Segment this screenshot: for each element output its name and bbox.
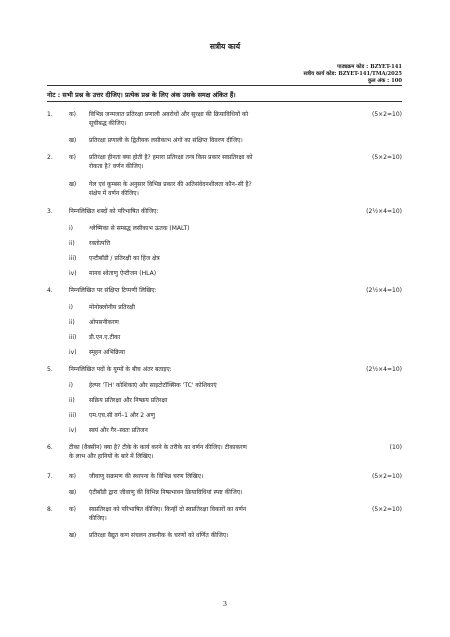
text-line: रोकता है? वर्णन कीजिए। xyxy=(89,163,144,170)
marks: (2½×4=10) xyxy=(366,287,402,294)
text-line: कीजिए। xyxy=(89,515,107,522)
text-line: टीका (वैक्सीन) क्या है? टीके के कार्य करने के तरीके का वर्णन कीजिए। टीकाकरण xyxy=(69,444,247,451)
item-label: ii) xyxy=(69,319,75,326)
question-text xyxy=(69,443,354,461)
part-label: क) xyxy=(69,111,76,118)
text-line: गेल एवं कूम्बस के अनुसार विभिन्न प्रकार की अतिसंवेदनशीलता कौन–सी है? xyxy=(89,181,252,188)
question-text: प्रतिरक्षा वैद्युत कण संचलन तकनीक के चरणों को वर्णित कीजिए। xyxy=(89,532,229,539)
assignment-title: सत्रीय कार्य xyxy=(209,42,241,51)
question-text: एंटीबॉडी द्वारा जीवाणु की विभिन्न निष्प्रभावन क्रियाविधियां स्पष्ट कीजिए। xyxy=(89,489,243,496)
marks: (2½×4=10) xyxy=(366,366,402,373)
item-text: श्लेष्मिका से सम्बद्ध लसीकाभ ऊतक (MALT) xyxy=(89,225,190,232)
page-number: 3 xyxy=(222,600,228,608)
marks: (5×2=10) xyxy=(371,154,402,161)
item-text: रक्तोत्पत्ति xyxy=(89,240,111,247)
course-code-value: BZYET-141 xyxy=(370,64,402,70)
question-number: 2. xyxy=(47,154,53,161)
part-label: क) xyxy=(69,154,76,161)
question-text: प्रतिरक्षा प्रणाली के द्वितीयक लसीकाभ अंगों का संक्षिप्त विवरण दीजिए। xyxy=(89,137,243,144)
part-label: ख) xyxy=(69,137,77,144)
top-rule xyxy=(47,85,402,86)
part-label: क) xyxy=(69,473,76,480)
item-text: सक्रिय प्रतिरक्षा और निष्क्रय प्रतिरक्षा xyxy=(89,397,168,404)
note-rule xyxy=(47,101,402,102)
question-number: 6. xyxy=(47,444,53,451)
item-text: हेल्पर 'TH' कोशिकाएं और साइटोटॉक्सिक 'TC' कोशिकाएं xyxy=(89,382,217,389)
question-stem: निम्नलिखित शब्दों को परिभाषित कीजिए: xyxy=(69,208,159,215)
text-line: स्वप्रतिरक्षा को परिभाषित कीजिए। किन्हीं दो स्वप्रतिरक्षा विकारों का वर्णन xyxy=(89,506,247,513)
assignment-code-value: BZYET-141/TMA/2025 xyxy=(338,71,402,77)
question-stem: निम्नलिखित पर संक्षिप्त टिप्पणी लिखिए: xyxy=(69,287,157,294)
part-label: क) xyxy=(69,506,76,513)
course-code-label: पाठ्यक्रम कोड : xyxy=(337,64,369,70)
text-line: संक्षेप में वर्णन कीजिए। xyxy=(89,190,139,197)
text-line: के लाभ और हानियों के बारे में लिखिए। xyxy=(69,453,154,460)
total-marks-label: कुल अंक : xyxy=(368,78,390,84)
item-label: iii) xyxy=(69,255,77,262)
question-text xyxy=(89,153,339,171)
item-label: ii) xyxy=(69,240,75,247)
item-text: एन्टीबॉडी / प्रतिरक्षी का हिंज क्षेत्र xyxy=(89,255,160,262)
item-label: iii) xyxy=(69,412,77,419)
text-line: विभिन्न जन्मजात प्रतिरक्षा प्रणाली अवरोधों और सुरक्षा की क्रियाविधियों को xyxy=(89,111,249,118)
marks: (5×2=10) xyxy=(371,506,402,513)
text-line: प्रतिरक्षा हीनता क्या होती है? हमारा प्रतिरक्षा तन्त्र किस प्रकार स्वप्रतिरक्षा को xyxy=(89,154,253,161)
question-number: 8. xyxy=(47,506,53,513)
question-text xyxy=(89,110,339,128)
total-marks xyxy=(368,76,402,84)
item-text: डी.एन.ए.टीका xyxy=(89,334,121,341)
item-text: मानव श्वेताणु ऐन्टीजन (HLA) xyxy=(89,270,157,277)
item-text: मोनोक्लोनीय प्रतिरक्षी xyxy=(89,304,135,311)
question-text xyxy=(89,505,339,523)
question-text: जीवाणु सक्रमण की स्थापना के विभिन्न चरण लिखिए। xyxy=(89,473,204,480)
marks: (10) xyxy=(389,444,402,451)
item-label: iv) xyxy=(69,427,77,434)
question-stem: निम्नलिखित पदों के युग्मों के बीच अंतर बताइए: xyxy=(69,366,172,373)
total-marks-value: 100 xyxy=(391,78,402,84)
item-label: iv) xyxy=(69,270,77,277)
item-label: i) xyxy=(69,225,74,232)
question-number: 7. xyxy=(47,473,53,480)
marks: (2½×4=10) xyxy=(366,208,402,215)
question-text xyxy=(89,180,339,198)
marks: (5×2=10) xyxy=(371,473,402,480)
question-number: 3. xyxy=(47,208,53,215)
question-number: 1. xyxy=(47,111,53,118)
text-line: सूचीबद्ध कीजिए। xyxy=(89,120,127,127)
item-text: एम.एच.सी वर्ग–1 और 2 अणु xyxy=(89,412,155,419)
instruction-note: नोट : सभी प्रश्न के उत्तर दीजिए। प्रत्येक प्रश्न के लिए अंक उसके समक्ष अंकित हैं। xyxy=(47,91,236,99)
part-label: ख) xyxy=(69,532,77,539)
marks: (5×2=10) xyxy=(371,111,402,118)
item-text: ओपसनीकरण xyxy=(89,319,119,326)
assignment-code-label: सत्रीय कार्य कोड: xyxy=(303,71,337,77)
item-label: i) xyxy=(69,304,74,311)
part-label: ख) xyxy=(69,181,77,188)
question-number: 4. xyxy=(47,287,53,294)
item-label: iii) xyxy=(69,334,77,341)
item-text: स्वयं और गैर–स्वतः प्रतिजन xyxy=(89,427,148,434)
item-text: स्मृहन अभिक्रिया xyxy=(89,349,125,356)
question-number: 5. xyxy=(47,366,53,373)
part-label: ख) xyxy=(69,489,77,496)
item-label: iv) xyxy=(69,349,77,356)
item-label: i) xyxy=(69,382,74,389)
item-label: ii) xyxy=(69,397,75,404)
